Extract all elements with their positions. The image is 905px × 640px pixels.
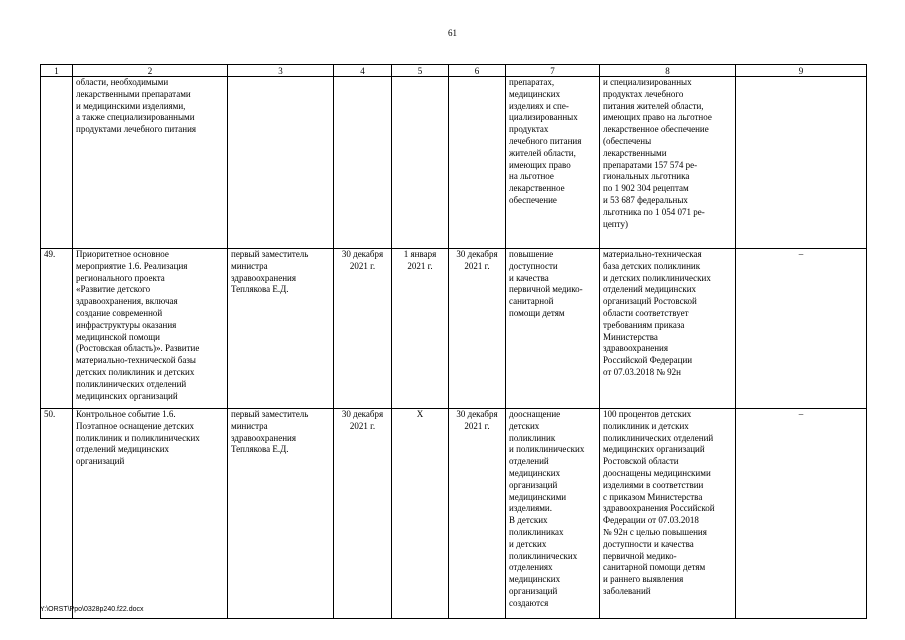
date-cell: 30 декабря 2021 г. — [334, 409, 392, 619]
table-row — [41, 249, 867, 409]
column-header: 2 — [73, 65, 228, 77]
date-cell — [334, 77, 392, 249]
date-cell: Х — [392, 409, 449, 619]
table-row — [41, 77, 867, 249]
outcome-cell: и специализированных продуктах лечебного питания жителей области, имеющих право на льготное лекарственное обеспечение (обеспечены лекарственными препаратами 157 574 ре- гиональных льготника по 1 902 304 рецептам и 53 687 федеральных льготника по 1 054 071 ре- цепту) — [600, 77, 736, 249]
column-header: 4 — [334, 65, 392, 77]
result-cell: дооснащение детских поликлиник и поликлинических отделений медицинских организаций медицинскими изделиями. В детских поликлиниках и детских поликлинических отделениях медицинских организаций создаются — [506, 409, 600, 619]
header-row — [41, 65, 867, 77]
date-cell: 30 декабря 2021 г. — [449, 409, 506, 619]
column-header: 7 — [506, 65, 600, 77]
result-cell: повышение доступности и качества первичной медико- санитарной помощи детям — [506, 249, 600, 409]
date-cell: 30 декабря 2021 г. — [334, 249, 392, 409]
row-number-cell: 50. — [41, 409, 73, 619]
measures-table — [40, 64, 867, 619]
measure-cell: Контрольное событие 1.6. Поэтапное оснащение детских поликлиник и поликлинических отделений медицинских организаций — [73, 409, 228, 619]
measure-cell: области, необходимыми лекарственными препаратами и медицинскими изделиями, а также специализированными продуктами лечебного питания — [73, 77, 228, 249]
note-cell: – — [736, 409, 867, 619]
column-header: 6 — [449, 65, 506, 77]
outcome-cell: материально-техническая база детских поликлиник и детских поликлинических отделений медицинских организаций Ростовской области соответствует требованиям приказа Министерства здравоохранения Российской Федерации от 07.03.2018 № 92н — [600, 249, 736, 409]
date-cell — [392, 77, 449, 249]
column-header: 3 — [228, 65, 334, 77]
column-header: 5 — [392, 65, 449, 77]
column-header: 8 — [600, 65, 736, 77]
page-number: 61 — [448, 28, 457, 38]
table-row — [41, 409, 867, 619]
footer-file-path: Y:\ORST\Ppo\0328p240.f22.docx — [40, 606, 144, 613]
responsible-cell: первый заместитель министра здравоохранения Теплякова Е.Д. — [228, 249, 334, 409]
date-cell: 1 января 2021 г. — [392, 249, 449, 409]
note-cell — [736, 77, 867, 249]
table-body — [41, 77, 867, 619]
outcome-cell: 100 процентов детских поликлиник и детских поликлинических отделений медицинских организаций Ростовской области дооснащены медицинскими изделиями в соответствии с приказом Министерства здравоохранения Российской Федерации от 07.03.2018 № 92н с целью повышения доступности и качества первичной медико- санитарной помощи детям и раннего выявления заболеваний — [600, 409, 736, 619]
date-cell — [449, 77, 506, 249]
responsible-cell: первый заместитель министра здравоохранения Теплякова Е.Д. — [228, 409, 334, 619]
column-header: 1 — [41, 65, 73, 77]
note-cell: – — [736, 249, 867, 409]
responsible-cell — [228, 77, 334, 249]
date-cell: 30 декабря 2021 г. — [449, 249, 506, 409]
result-cell: препаратах, медицинских изделиях и спе- циализированных продуктах лечебного питания жителей области, имеющих право на льготное лекарственное обеспечение — [506, 77, 600, 249]
column-header: 9 — [736, 65, 867, 77]
row-number-cell — [41, 77, 73, 249]
measure-cell: Приоритетное основное мероприятие 1.6. Реализация регионального проекта «Развитие детского здравоохранения, включая создание современной инфраструктуры оказания медицинской помощи (Ростовская область)». Развитие материально-технической базы детских поликлиник и детских поликлинических отделений медицинских организаций — [73, 249, 228, 409]
row-number-cell: 49. — [41, 249, 73, 409]
